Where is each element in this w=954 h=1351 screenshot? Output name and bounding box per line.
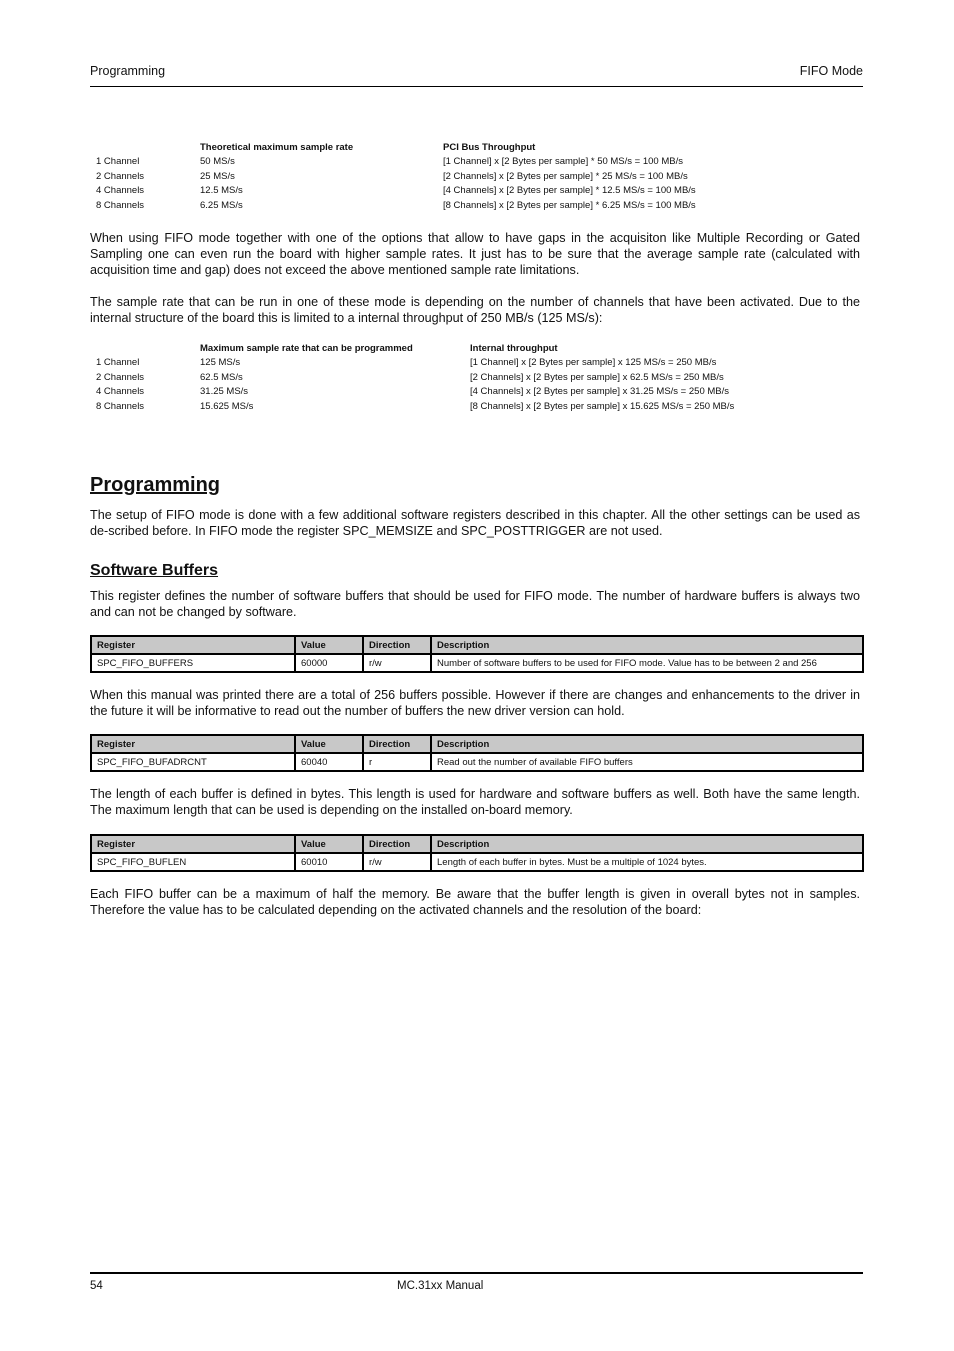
- header-cell: Description: [431, 835, 863, 853]
- table-cell: [8 Channels] x [2 Bytes per sample] x 15.625 MS/s = 250 MB/s: [470, 400, 735, 412]
- register-value: 60010: [295, 853, 363, 871]
- table-cell: [8 Channels] x [2 Bytes per sample] * 6.25 MS/s = 100 MB/s: [443, 199, 696, 211]
- manual-title: MC.31xx Manual: [397, 1280, 484, 1292]
- table-cell: 2 Channels: [96, 170, 145, 182]
- table-row: [90, 155, 730, 169]
- header-cell: Direction: [363, 636, 431, 654]
- table-row: [90, 170, 730, 184]
- header-cell: Value: [295, 735, 363, 753]
- page-number: 54: [90, 1280, 103, 1292]
- header-cell: Register: [91, 636, 295, 654]
- table-cell: [4 Channels] x [2 Bytes per sample] x 31.25 MS/s = 250 MB/s: [470, 386, 730, 398]
- table-cell: 62.5 MS/s: [200, 371, 243, 383]
- table-cell: 1 Channel: [96, 156, 140, 168]
- header-cell: Value: [295, 835, 363, 853]
- header-cell: Description: [431, 636, 863, 654]
- table-cell: 4 Channels: [96, 185, 145, 197]
- header-cell: Register: [91, 835, 295, 853]
- register-value: 60000: [295, 654, 363, 672]
- sample-rate-table: [90, 141, 730, 213]
- register-description: Read out the number of available FIFO buffers: [431, 753, 863, 771]
- register-name: SPC_FIFO_BUFADRCNT: [91, 753, 295, 771]
- table-cell: 2 Channels: [96, 371, 145, 383]
- header-cell: PCI Bus Throughput: [443, 142, 536, 153]
- register-direction: r: [363, 753, 431, 771]
- register-name: SPC_FIFO_BUFFERS: [91, 654, 295, 672]
- register-description: Length of each buffer in bytes. Must be a multiple of 1024 bytes.: [431, 853, 863, 871]
- paragraph: When this manual was printed there are a total of 256 buffers possible. However if there are changes and enhancements to the driver in the future it will be informative to read out the number of buffers the new driver version can hold.: [90, 688, 860, 718]
- table-cell: [2 Channels] x [2 Bytes per sample] x 62.5 MS/s = 250 MB/s: [470, 371, 724, 383]
- table-header-row: [90, 342, 770, 356]
- table-cell: [2 Channels] x [2 Bytes per sample] * 25 MS/s = 100 MB/s: [443, 170, 688, 182]
- register-description: Number of software buffers to be used for FIFO mode. Value has to be between 2 and 256: [431, 654, 863, 672]
- header-cell: Maximum sample rate that can be programmed: [200, 343, 413, 354]
- table-cell: 125 MS/s: [200, 357, 241, 369]
- paragraph: The length of each buffer is defined in bytes. This length is used for hardware and software buffers as well. Both have the same length. The maximum length that can be used is depending on the installed on-board memory.: [90, 787, 860, 817]
- register-table-fifo-buffers: [90, 635, 864, 673]
- table-cell: 8 Channels: [96, 400, 145, 412]
- header-cell: Internal throughput: [470, 343, 558, 354]
- section-heading-programming: Programming: [90, 474, 221, 496]
- table-header-row: [91, 735, 863, 753]
- register-name: SPC_FIFO_BUFLEN: [91, 853, 295, 871]
- register-table-fifo-buflen: [90, 834, 864, 872]
- table-cell: 15.625 MS/s: [200, 400, 254, 412]
- header-cell: Direction: [363, 735, 431, 753]
- header-section: Programming: [90, 64, 166, 78]
- table-row: [90, 184, 730, 198]
- paragraph: When using FIFO mode together with one of the options that allow to have gaps in the acquisiton like Multiple Recording or Gated Sampling one can even run the board with higher sample rates. It just has to be sure that the average sample rate (calculated with acquisition time and gap) does not exceed the above mentioned sample rate limitations.: [90, 231, 860, 277]
- header-chapter: FIFO Mode: [799, 64, 863, 78]
- table-cell: [4 Channels] x [2 Bytes per sample] * 12.5 MS/s = 100 MB/s: [443, 185, 696, 197]
- register-direction: r/w: [363, 654, 431, 672]
- table-header-row: [90, 141, 730, 155]
- register-value: 60040: [295, 753, 363, 771]
- table-cell: 4 Channels: [96, 386, 145, 398]
- paragraph: Each FIFO buffer can be a maximum of half the memory. Be aware that the buffer length is given in overall bytes not in samples. Therefore the value has to be calculated depending on the activated channels and the resolution of the board:: [90, 887, 860, 917]
- table-cell: 1 Channel: [96, 357, 140, 369]
- page-footer: [90, 1272, 863, 1298]
- paragraph: The sample rate that can be run in one of these mode is depending on the number of channels that have been activated. Due to the internal structure of the board this is limited to a internal throughput of 250 MB/s (125 MS/s):: [90, 295, 860, 325]
- table-row: [90, 385, 770, 399]
- register-table-fifo-bufadrcnt: [90, 734, 864, 772]
- header-cell: Direction: [363, 835, 431, 853]
- table-cell: 25 MS/s: [200, 170, 235, 182]
- paragraph: This register defines the number of software buffers that should be used for FIFO mode. The number of hardware buffers is always two and can not be changed by software.: [90, 589, 860, 619]
- header-cell: Theoretical maximum sample rate: [200, 142, 354, 153]
- table-header-row: [91, 835, 863, 853]
- header-cell: Register: [91, 735, 295, 753]
- table-row: [91, 753, 863, 771]
- section-heading-software-buffers: Software Buffers: [90, 562, 219, 579]
- page-header: [90, 64, 863, 87]
- table-cell: 31.25 MS/s: [200, 386, 249, 398]
- internal-throughput-table: [90, 342, 770, 414]
- table-row: [90, 371, 770, 385]
- table-cell: 50 MS/s: [200, 156, 235, 168]
- header-cell: Value: [295, 636, 363, 654]
- header-cell: Description: [431, 735, 863, 753]
- table-row: [90, 356, 770, 370]
- table-cell: [1 Channel] x [2 Bytes per sample] * 50 MS/s = 100 MB/s: [443, 156, 683, 168]
- table-cell: 6.25 MS/s: [200, 199, 243, 211]
- table-header-row: [91, 636, 863, 654]
- register-direction: r/w: [363, 853, 431, 871]
- table-row: [91, 853, 863, 871]
- table-cell: [1 Channel] x [2 Bytes per sample] x 125 MS/s = 250 MB/s: [470, 357, 717, 369]
- table-cell: 12.5 MS/s: [200, 185, 243, 197]
- paragraph: The setup of FIFO mode is done with a few additional software registers described in this chapter. All the other settings can be used as de-scribed before. In FIFO mode the register SPC_MEMSIZE and SPC_POSTTRIGGER are not used.: [90, 508, 860, 538]
- table-row: [91, 654, 863, 672]
- table-row: [90, 199, 730, 213]
- table-row: [90, 400, 770, 414]
- table-cell: 8 Channels: [96, 199, 145, 211]
